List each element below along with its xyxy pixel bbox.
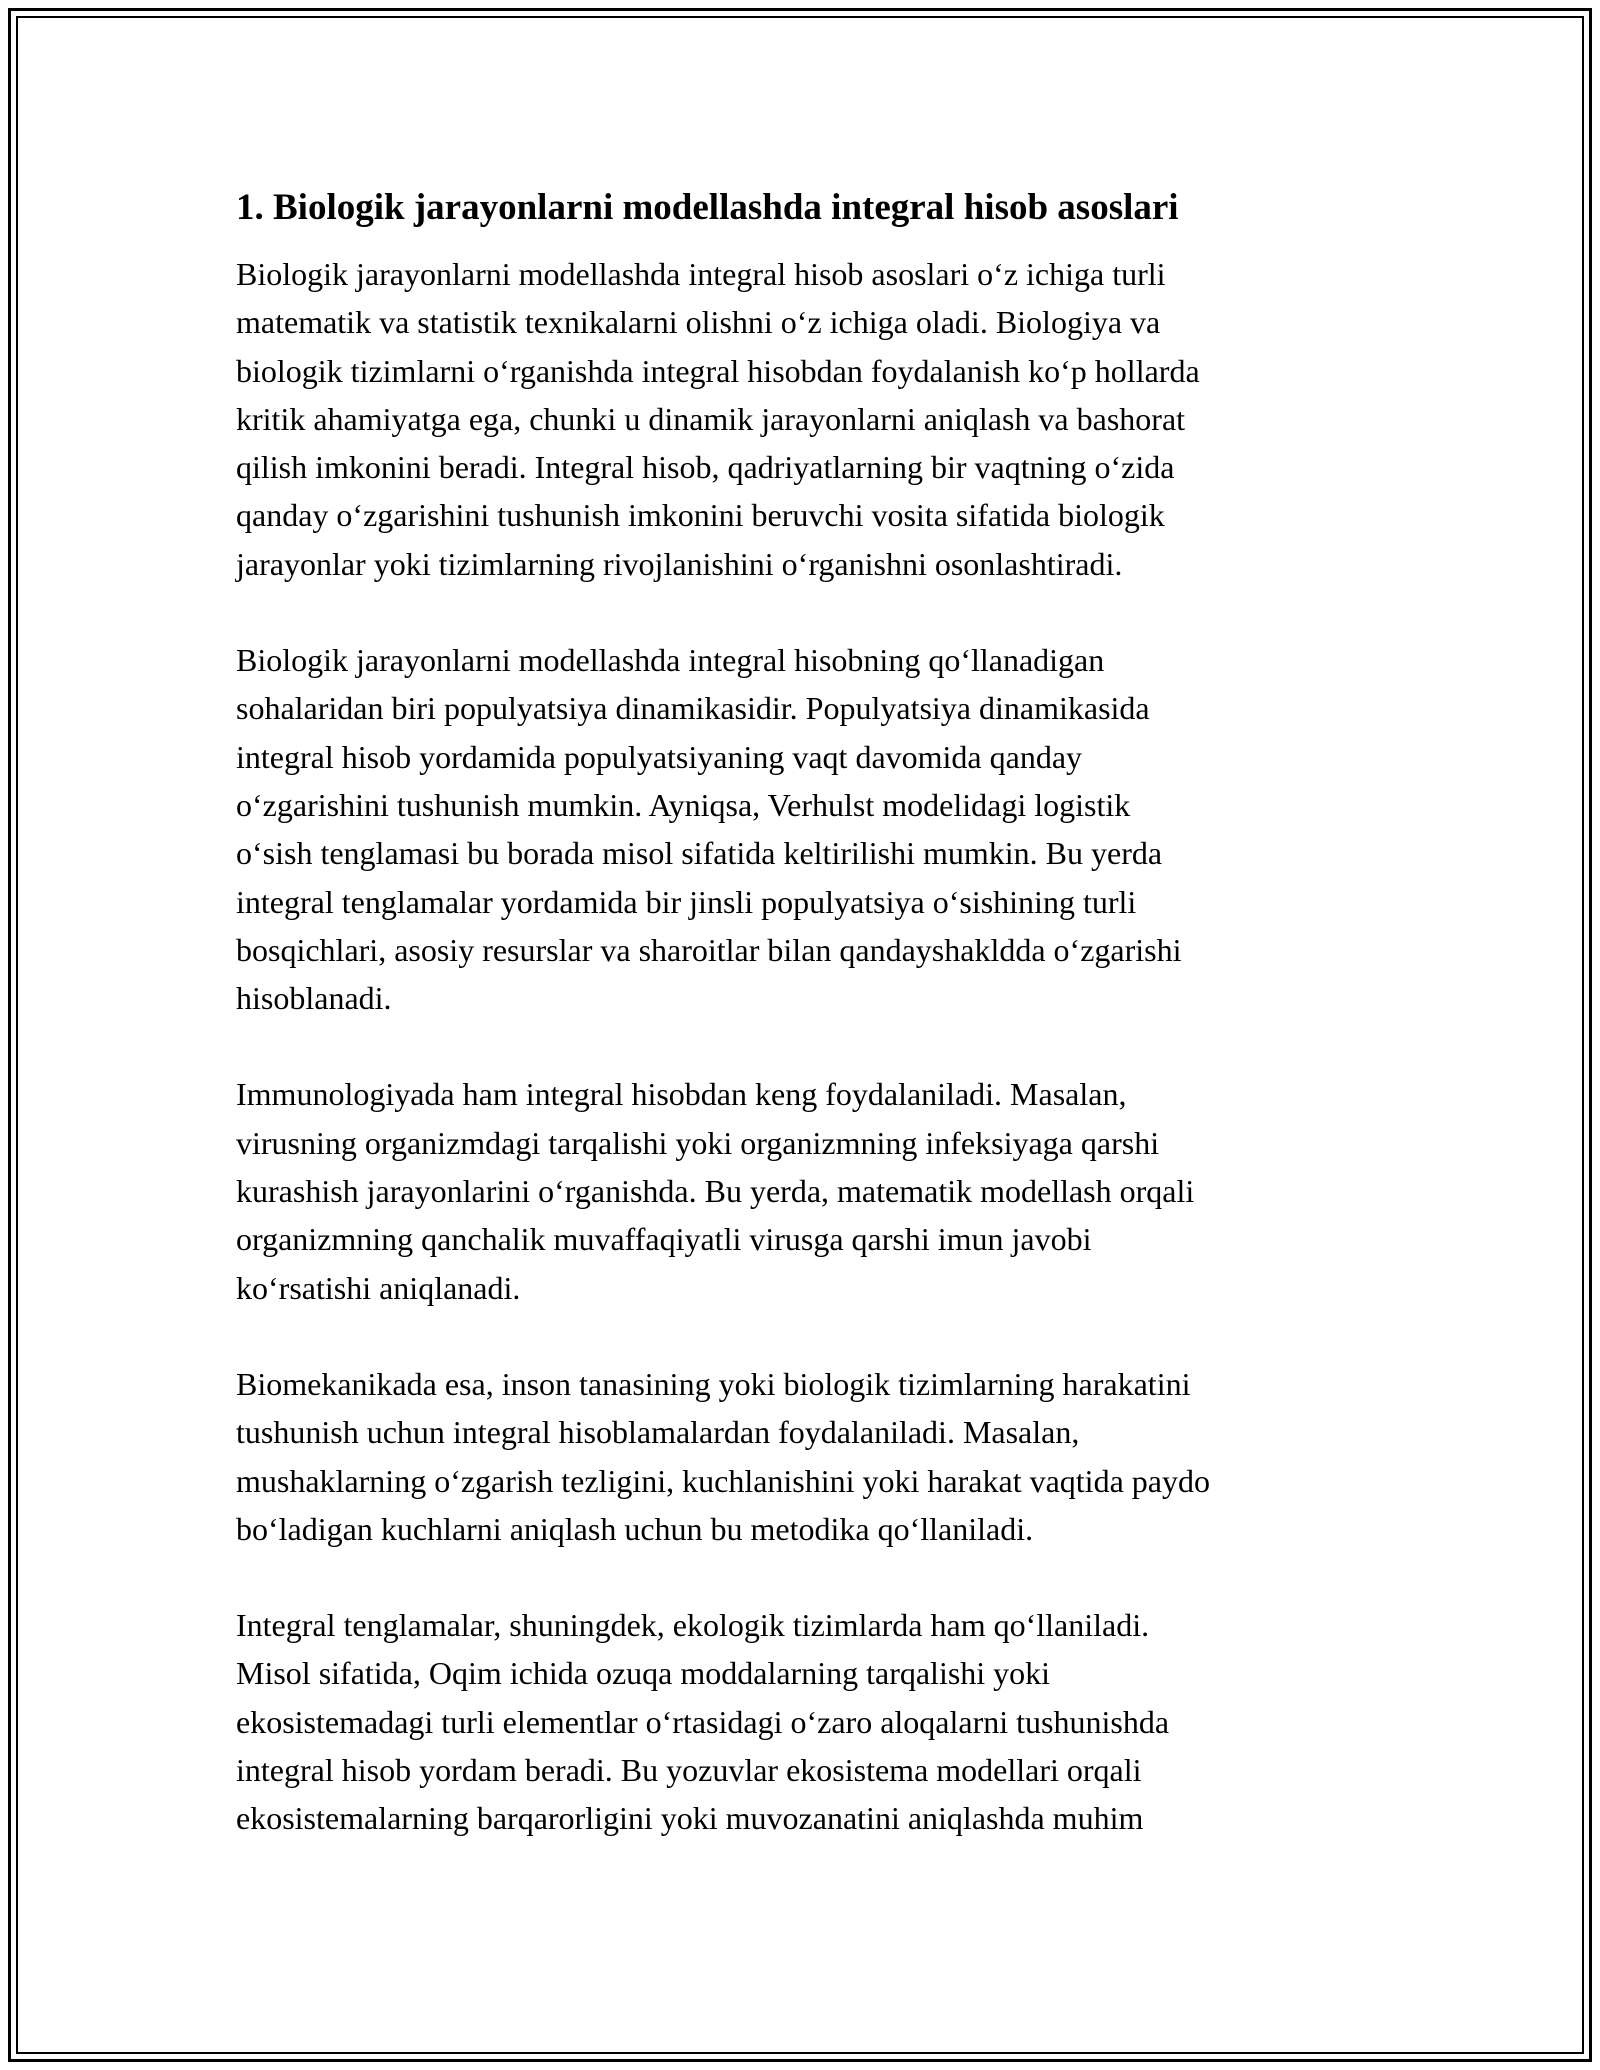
paragraph-line: Immunologiyada ham integral hisobdan keng foydalaniladi. Masalan,	[236, 1076, 1127, 1113]
paragraph-line: ekosistemalarning barqarorligini yoki muvozanatini aniqlashda muhim	[236, 1800, 1144, 1837]
paragraph-line: kritik ahamiyatga ega, chunki u dinamik jarayonlarni aniqlash va bashorat	[236, 400, 1186, 437]
paragraph-line: integral tenglamalar yordamida bir jinsli populyatsiya o‘sishining turli	[236, 883, 1137, 920]
paragraph-line: mushaklarning o‘zgarish tezligini, kuchlanishini yoki harakat vaqtida paydo	[236, 1462, 1210, 1499]
paragraph-line: ko‘rsatishi aniqlanadi.	[236, 1269, 521, 1306]
paragraph-line: integral hisob yordam beradi. Bu yozuvlar ekosistema modellari orqali	[236, 1752, 1142, 1789]
paragraph-line: jarayonlar yoki tizimlarning rivojlanishini o‘rganishni osonlashtiradi.	[236, 545, 1123, 582]
paragraph-line: virusning organizmdagi tarqalishi yoki organizmning infeksiyaga qarshi	[236, 1124, 1160, 1161]
paragraph-line: tushunish uchun integral hisoblamalardan foydalaniladi. Masalan,	[236, 1414, 1080, 1451]
paragraph-line: ekosistemadagi turli elementlar o‘rtasidagi o‘zaro aloqalarni tushunishda	[236, 1703, 1170, 1740]
paragraph-line: kurashish jarayonlarini o‘rganishda. Bu yerda, matematik modellash orqali	[236, 1173, 1195, 1210]
paragraph-line: Biologik jarayonlarni modellashda integral hisob asoslari o‘z ichiga turli	[236, 256, 1166, 292]
paragraph-line: o‘zgarishini tushunish mumkin. Ayniqsa, Verhulst modelidagi logistik	[236, 786, 1131, 823]
paragraph-5	[236, 1601, 1366, 1842]
paragraph-line: bosqichlari, asosiy resurslar va sharoitlar bilan qandayshakldda o‘zgarishi	[236, 931, 1182, 968]
section-heading: 1. Biologik jarayonlarni modellashda integral hisob asoslari	[236, 187, 1179, 228]
paragraph-3	[236, 1070, 1366, 1311]
paragraph-line: biologik tizimlarni o‘rganishda integral hisobdan foydalanish ko‘p hollarda	[236, 352, 1200, 389]
paragraph-line: qanday o‘zgarishini tushunish imkonini beruvchi vosita sifatida biologik	[236, 497, 1165, 534]
paragraph-line: Biomekanikada esa, inson tanasining yoki biologik tizimlarning harakatini	[236, 1365, 1191, 1402]
document-body	[236, 184, 1366, 1891]
paragraph-1	[236, 250, 1366, 588]
paragraph-line: hisoblanadi.	[236, 980, 392, 1017]
paragraph-line: bo‘ladigan kuchlarni aniqlash uchun bu metodika qo‘llaniladi.	[236, 1510, 1034, 1547]
paragraph-line: Biologik jarayonlarni modellashda integral hisobning qo‘llanadigan	[236, 642, 1105, 679]
paragraph-2	[236, 636, 1366, 1022]
paragraph-line: Integral tenglamalar, shuningdek, ekologik tizimlarda ham qo‘llaniladi.	[236, 1607, 1150, 1644]
paragraph-line: matematik va statistik texnikalarni olishni o‘z ichiga oladi. Biologiya va	[236, 304, 1161, 341]
paragraph-line: o‘sish tenglamasi bu borada misol sifatida keltirilishi mumkin. Bu yerda	[236, 835, 1163, 872]
paragraph-line: qilish imkonini beradi. Integral hisob, qadriyatlarning bir vaqtning o‘zida	[236, 449, 1175, 486]
paragraph-line: sohalaridan biri populyatsiya dinamikasidir. Populyatsiya dinamikasida	[236, 690, 1150, 727]
paragraph-line: Misol sifatida, Oqim ichida ozuqa moddalarning tarqalishi yoki	[236, 1655, 1051, 1692]
paragraph-4	[236, 1360, 1366, 1553]
paragraph-line: integral hisob yordamida populyatsiyaning vaqt davomida qanday	[236, 738, 1083, 775]
paragraph-line: organizmning qanchalik muvaffaqiyatli virusga qarshi imun javobi	[236, 1221, 1092, 1258]
